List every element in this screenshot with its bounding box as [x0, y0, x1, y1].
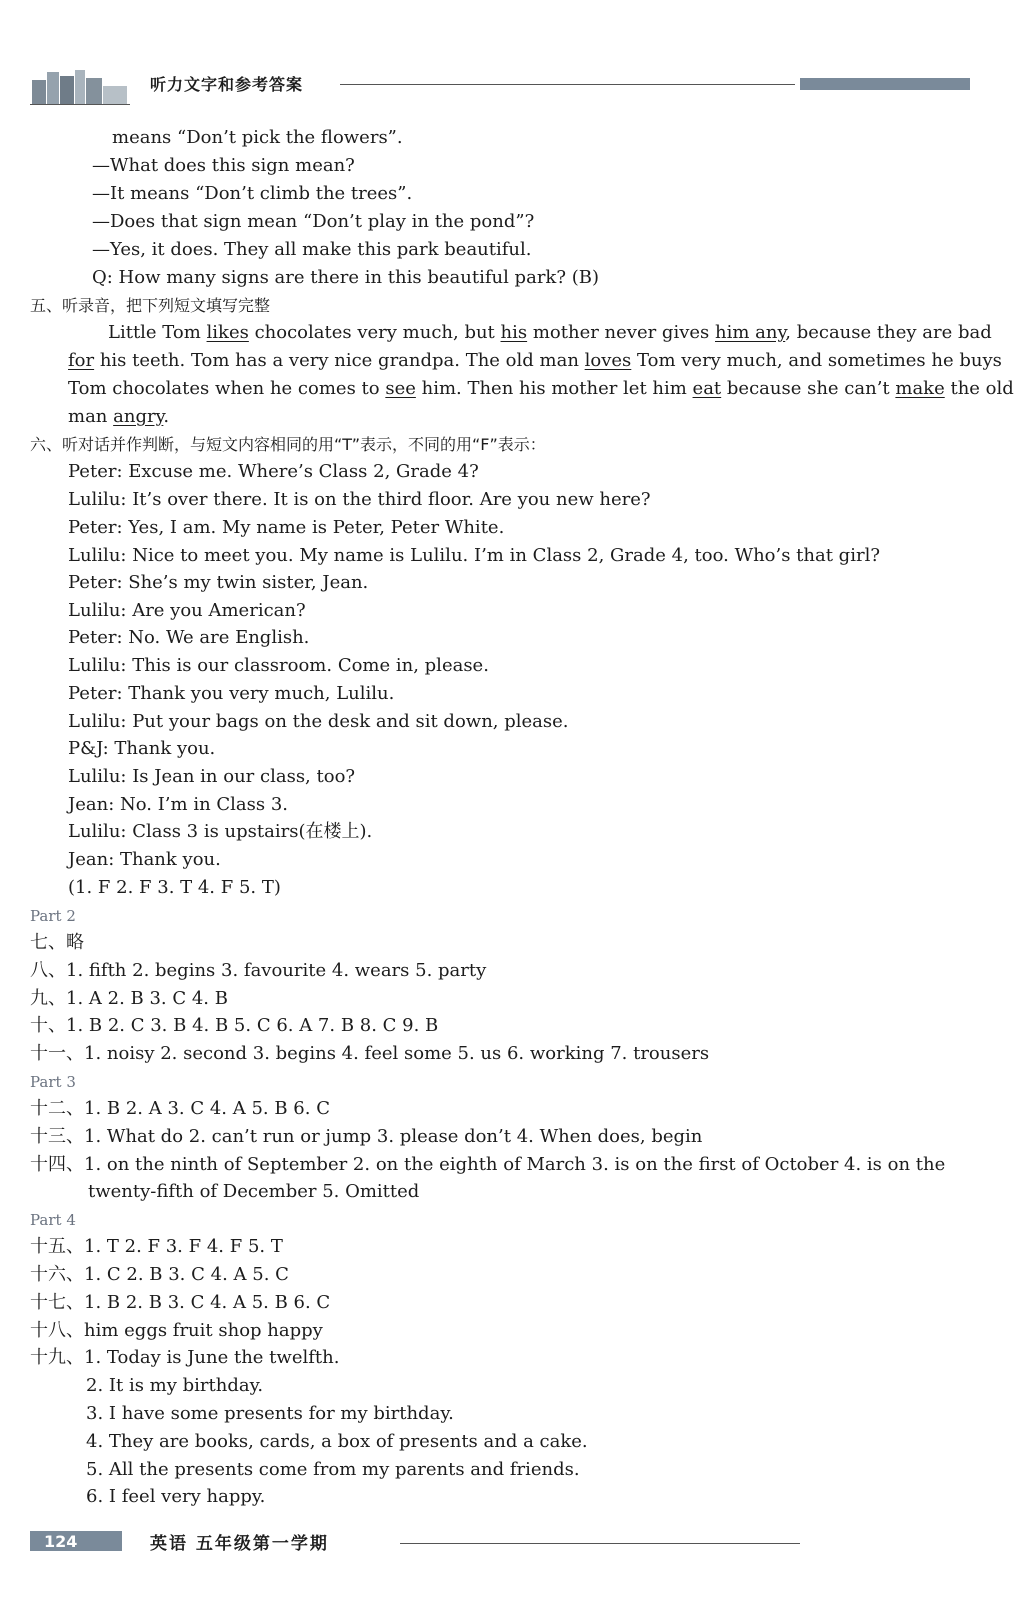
- dialog-line: Lulilu: Are you American?: [68, 600, 306, 621]
- dialog-line: Peter: Thank you very much, Lulilu.: [68, 683, 395, 704]
- answer-line: 七、略: [30, 932, 84, 953]
- answer-line: 十六、1. C 2. B 3. C 4. A 5. C: [30, 1264, 289, 1285]
- answer-line: 十、1. B 2. C 3. B 4. B 5. C 6. A 7. B 8. C 9. B: [30, 1015, 439, 1036]
- answer-line: 十五、1. T 2. F 3. F 4. F 5. T: [30, 1236, 283, 1257]
- cloze-line-4: man angry.: [68, 406, 170, 427]
- page-header: [0, 60, 996, 110]
- cloze-answer: eat: [692, 378, 722, 399]
- cloze-answer: loves: [584, 350, 632, 371]
- answer-line: 5. All the presents come from my parents and friends.: [86, 1459, 580, 1480]
- header-rule: [340, 84, 795, 85]
- dialog-line: Jean: No. I’m in Class 3.: [68, 794, 289, 815]
- footer-rule: [400, 1543, 800, 1544]
- cloze-answer: his: [500, 322, 528, 343]
- dialog-line: Lulilu: Put your bags on the desk and sit down, please.: [68, 711, 569, 732]
- answer-line: 八、1. fifth 2. begins 3. favourite 4. wears 5. party: [30, 960, 487, 981]
- dialog-line: means “Don’t pick the flowers”.: [112, 127, 403, 148]
- answer-line: 4. They are books, cards, a box of presents and a cake.: [86, 1431, 588, 1452]
- header-bar: [800, 78, 970, 90]
- dialog-line: P&J: Thank you.: [68, 738, 216, 759]
- dialog-line: Lulilu: It’s over there. It is on the third floor. Are you new here?: [68, 489, 651, 510]
- answer-line: 十一、1. noisy 2. second 3. begins 4. feel some 5. us 6. working 7. trousers: [30, 1043, 710, 1064]
- section-5-title: 五、听录音，把下列短文填写完整: [30, 296, 271, 315]
- dialog-line: —What does this sign mean?: [92, 155, 355, 176]
- answer-line: 十九、1. Today is June the twelfth.: [30, 1347, 340, 1368]
- dialog-line: Peter: Excuse me. Where’s Class 2, Grade 4?: [68, 461, 479, 482]
- answer-line: 十三、1. What do 2. can’t run or jump 3. please don’t 4. When does, begin: [30, 1126, 703, 1147]
- answer-line: 九、1. A 2. B 3. C 4. B: [30, 988, 228, 1009]
- dialog-line: —Yes, it does. They all make this park beautiful.: [92, 239, 532, 260]
- answer-line: 2. It is my birthday.: [86, 1375, 264, 1396]
- answer-line: 3. I have some presents for my birthday.: [86, 1403, 454, 1424]
- dialog-line: Peter: Yes, I am. My name is Peter, Peter White.: [68, 517, 505, 538]
- dialog-line: Jean: Thank you.: [68, 849, 221, 870]
- answer-line: twenty-fifth of December 5. Omitted: [88, 1181, 420, 1202]
- dialog-line: Peter: No. We are English.: [68, 627, 310, 648]
- dialog-question: Q: How many signs are there in this beautiful park? (B): [92, 267, 599, 288]
- cloze-answer: angry: [113, 406, 164, 427]
- section-6-title: 六、听对话并作判断，与短文内容相同的用“T”表示，不同的用“F”表示：: [30, 435, 546, 454]
- dialog-line: Lulilu: Is Jean in our class, too?: [68, 766, 356, 787]
- dialog-line: Lulilu: This is our classroom. Come in, please.: [68, 655, 489, 676]
- page-number: 124: [44, 1532, 78, 1551]
- part-label: Part 2: [30, 907, 76, 925]
- answer-line: 十四、1. on the ninth of September 2. on the eighth of March 3. is on the first of October 4. is on the: [30, 1154, 946, 1175]
- answer-line: 十七、1. B 2. B 3. C 4. A 5. B 6. C: [30, 1292, 331, 1313]
- dialog-line: Lulilu: Class 3 is upstairs(在楼上).: [68, 821, 373, 842]
- answer-line: 十二、1. B 2. A 3. C 4. A 5. B 6. C: [30, 1098, 330, 1119]
- part-label: Part 4: [30, 1211, 76, 1229]
- page-footer: [0, 1525, 996, 1565]
- cloze-answer: see: [385, 378, 416, 399]
- answer-line: 十八、him eggs fruit shop happy: [30, 1320, 323, 1341]
- section-6-answers: (1. F 2. F 3. T 4. F 5. T): [68, 877, 281, 898]
- cloze-answer: likes: [206, 322, 249, 343]
- dialog-line: Peter: She’s my twin sister, Jean.: [68, 572, 369, 593]
- header-title: 听力文字和参考答案: [150, 75, 304, 94]
- footer-subject: 英语 五年级第一学期: [150, 1534, 329, 1554]
- dialog-line: Lulilu: Nice to meet you. My name is Lulilu. I’m in Class 2, Grade 4, too. Who’s that girl?: [68, 545, 880, 566]
- cloze-answer: him any: [715, 322, 786, 343]
- cloze-line-2: for his teeth. Tom has a very nice grandpa. The old man loves Tom very much, and sometimes he buys: [68, 350, 1002, 371]
- part-label: Part 3: [30, 1073, 76, 1091]
- cloze-line-3: Tom chocolates when he comes to see him. Then his mother let him eat because she can’t make the old: [68, 378, 1014, 399]
- cloze-line-1: Little Tom likes chocolates very much, but his mother never gives him any, because they are bad: [108, 322, 992, 343]
- dialog-line: —Does that sign mean “Don’t play in the pond”?: [92, 211, 535, 232]
- answer-line: 6. I feel very happy.: [86, 1486, 266, 1507]
- dialog-line: —It means “Don’t climb the trees”.: [92, 183, 413, 204]
- cloze-answer: make: [895, 378, 945, 399]
- books-icon: [30, 66, 130, 106]
- cloze-answer: for: [68, 350, 95, 371]
